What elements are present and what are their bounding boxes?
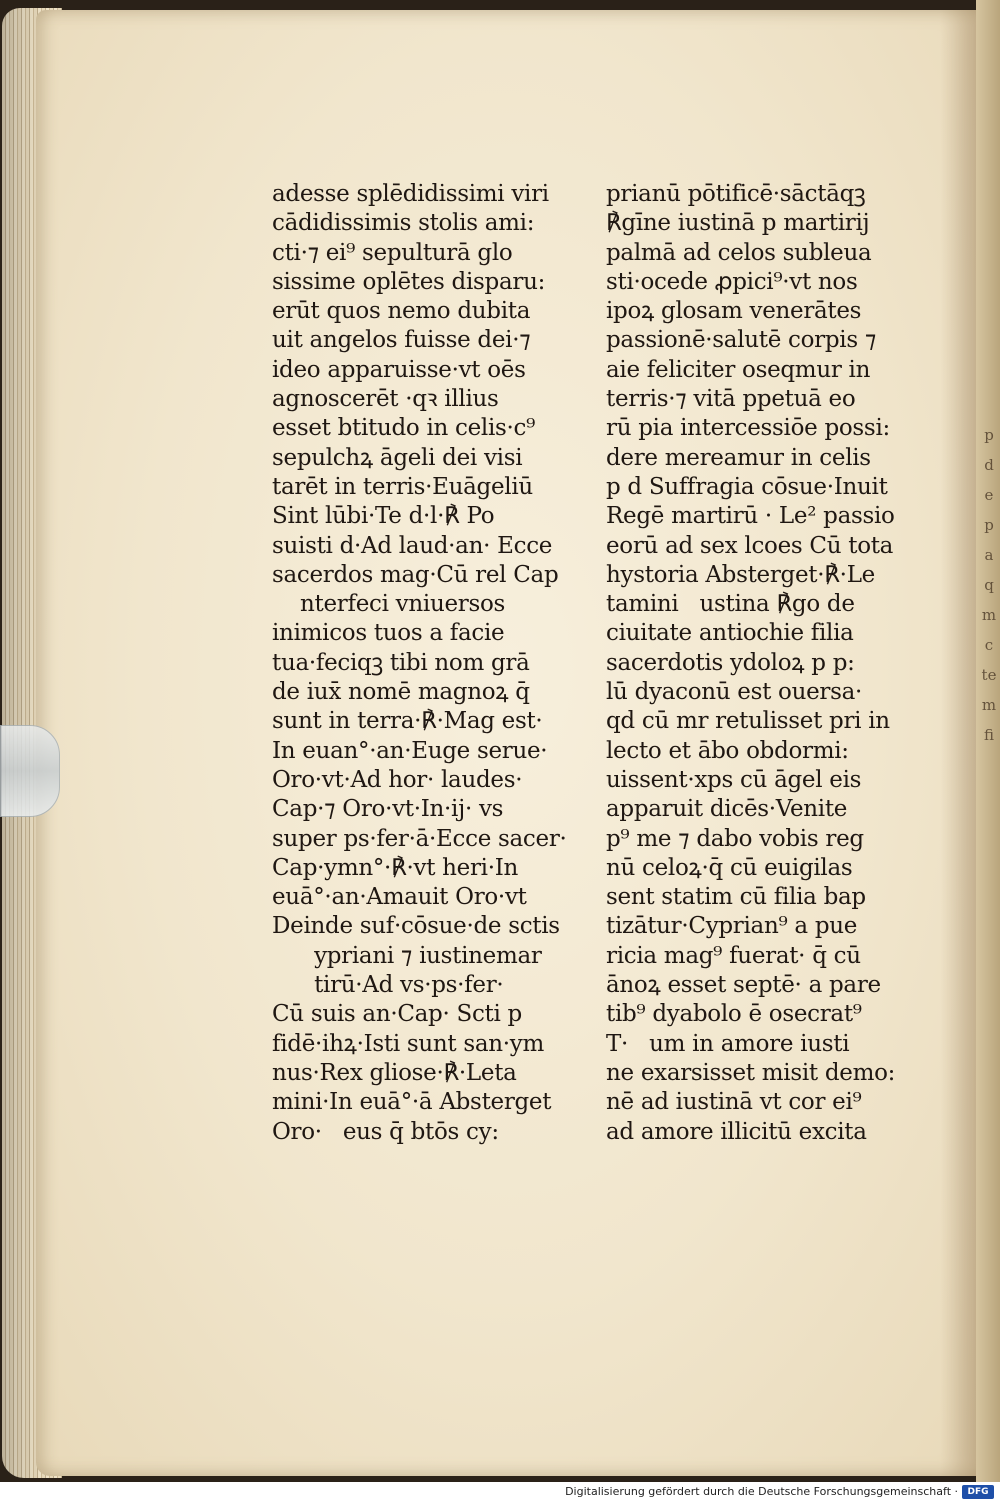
text-line: ad amore illicitū excita <box>606 1118 867 1145</box>
text-line: nū celoꝝ·q̄ cū euigilas <box>606 854 853 881</box>
text-line: lecto et ābo obdormi: <box>606 737 849 764</box>
facing-page-char: p <box>984 516 994 534</box>
text-line: erūt quos nemo dubita <box>272 298 531 325</box>
text-line: sissime oplētes disparu: <box>272 268 546 295</box>
text-line: dere mereamur in celis <box>606 444 871 471</box>
facing-page-text <box>978 420 1000 750</box>
text-line: Cū suis an·Cap· Scti p <box>272 1001 522 1028</box>
text-line: Sint lūbi·Te d·l·℟ Po <box>272 503 495 530</box>
facing-page-char: m <box>981 606 997 624</box>
text-line: eorū ad sex lcoes Cū tota <box>606 532 894 559</box>
text-line: sacerdos mag·Cū rel Cap <box>272 561 559 588</box>
text-line: de iux̄ nomē magnoꝝ q̄ <box>272 679 530 706</box>
facing-page-char: a <box>984 546 994 564</box>
text-line: Regē martirū · Le² passio <box>606 503 895 530</box>
facing-page-char: e <box>984 486 994 504</box>
text-line: qd cū mr retulisset pri in <box>606 708 890 735</box>
footer-credit: Digitalisierung gefördert durch die Deutsche Forschungsgemeinschaft · <box>565 1485 958 1498</box>
text-line: nterfeci vniuersos <box>272 591 506 618</box>
text-line: nē ad iustinā vt cor ei⁹ <box>606 1089 862 1116</box>
text-line: palmā ad celos subleua <box>606 239 872 266</box>
facing-page-char: p <box>984 426 994 444</box>
text-line: ipoꝝ glosam venerātes <box>606 298 862 325</box>
text-line: Cap·ymn°·℟·vt heri·In <box>272 854 519 881</box>
text-line: tua·feciqꝫ tibi nom grā <box>272 649 530 676</box>
text-line: p⁹ me ⁊ dabo vobis reg <box>606 825 864 852</box>
text-line: lū dyaconū est ouersa· <box>606 679 863 706</box>
text-line: uit angelos fuisse dei·⁊ <box>272 327 531 354</box>
facing-page-char: d <box>984 456 994 474</box>
text-line: tamini ustina ℟go de <box>606 591 855 618</box>
text-line: cādidissimis stolis ami: <box>272 210 535 237</box>
facing-page-char: m <box>981 696 997 714</box>
text-line: aie feliciter oseqmur in <box>606 356 871 383</box>
text-line: tarēt in terris·Euāgeliū <box>272 473 533 500</box>
text-line: rū pia intercessiōe possi: <box>606 415 890 442</box>
text-line: fidē·ihꝝ·Isti sunt san·ym <box>272 1030 545 1057</box>
text-line: adesse splēdidissimi viri <box>272 181 549 207</box>
text-line: sti·ocede ꝓpici⁹·vt nos <box>606 268 858 295</box>
text-line: ānoꝝ esset septē· a pare <box>606 972 881 999</box>
text-line: inimicos tuos a facie <box>272 620 505 647</box>
text-line: nus·Rex gliose·℟·Leta <box>272 1059 517 1086</box>
text-line: euā°·an·Amauit Oro·vt <box>272 884 527 911</box>
facing-page-char: c <box>984 636 994 654</box>
text-line: apparuit dicēs·Venite <box>606 796 848 823</box>
text-line: terris·⁊ vitā ppetuā eo <box>606 386 856 413</box>
facing-page-char: fi <box>983 726 994 744</box>
text-line: Deinde suf·cōsue·de sctis <box>272 913 560 940</box>
text-line: p d Suffragia cōsue·Inuit <box>606 473 888 500</box>
text-line: ℟gīne iustinā p martirij <box>606 210 870 237</box>
text-line: uissent·xps cū āgel eis <box>606 766 862 793</box>
text-line: sent statim cū filia bap <box>606 884 866 911</box>
text-line: Cap·⁊ Oro·vt·In·ij· vs <box>272 796 504 823</box>
text-line: ideo apparuisse·vt oēs <box>272 356 526 383</box>
footer-bar <box>0 1482 1000 1502</box>
text-line: passionē·salutē corpis ⁊ <box>606 327 876 354</box>
facing-page-edge <box>976 0 1000 1482</box>
text-line: ciuitate antiochie filia <box>606 620 854 647</box>
text-line: prianū pōtificē·sāctāqꝫ <box>606 181 866 207</box>
text-line: In euan°·an·Euge serue· <box>272 737 548 764</box>
text-line: super ps·fer·ā·Ecce sacer· <box>272 825 567 852</box>
text-line: ypriani ⁊ iustinemar <box>272 942 542 969</box>
text-line: mini·In euā°·ā Absterget <box>272 1089 552 1116</box>
text-line: hystoria Absterget·℟·Le <box>606 561 875 588</box>
text-line: tirū·Ad vs·ps·fer· <box>272 972 504 999</box>
text-line: suisti d·Ad laud·an· Ecce <box>272 532 553 559</box>
text-column-right <box>606 180 906 1147</box>
text-line: sacerdotis ydoloꝝ p p: <box>606 649 855 676</box>
text-line: Oro·vt·Ad hor· laudes· <box>272 766 523 793</box>
dfg-logo: DFG <box>962 1485 994 1499</box>
text-line: tizātur·Cyprian⁹ a pue <box>606 913 858 940</box>
text-line: ricia mag⁹ fuerat· q̄ cū <box>606 942 861 969</box>
text-line: cti·⁊ ei⁹ sepulturā glo <box>272 239 513 266</box>
page-clip <box>0 725 60 817</box>
text-line: sepulchꝝ āgeli dei visi <box>272 444 523 471</box>
text-line: esset btitudo in celis·c⁹ <box>272 415 536 442</box>
text-line: ne exarsisset misit demo: <box>606 1059 896 1086</box>
text-line: agnoscerēt ·qꝛ illius <box>272 386 499 413</box>
text-line: T· um in amore iusti <box>606 1030 850 1057</box>
text-column-left <box>272 180 572 1147</box>
facing-page-char: te <box>981 666 997 684</box>
page-gutter-shadow <box>940 10 980 1476</box>
text-line: Oro· eus q̄ btōs cy: <box>272 1118 499 1145</box>
facing-page-char: q <box>984 576 994 594</box>
text-line: sunt in terra·℟·Mag est· <box>272 708 543 735</box>
text-line: tib⁹ dyabolo ē osecrat⁹ <box>606 1001 862 1028</box>
